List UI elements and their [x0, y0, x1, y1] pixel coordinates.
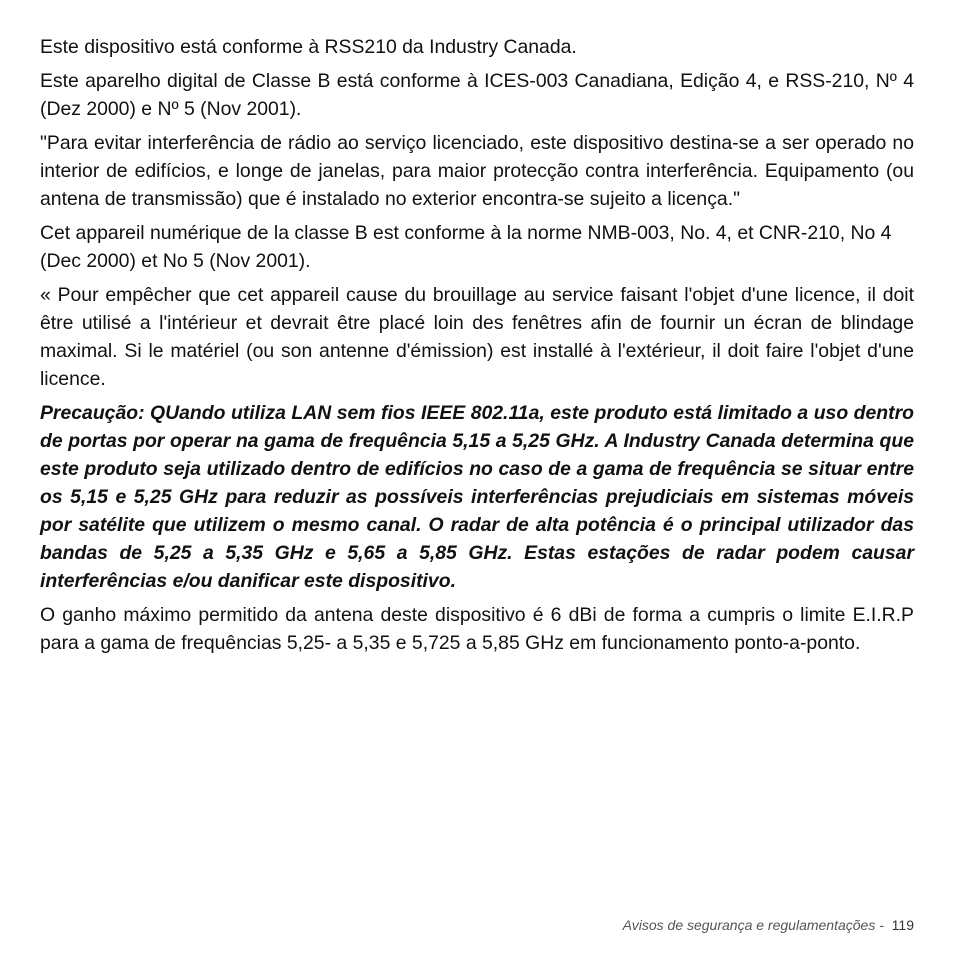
footer-section-title: Avisos de segurança e regulamentações - — [622, 917, 884, 933]
paragraph-interference-notice-pt: "Para evitar interferência de rádio ao serviço licenciado, este dispositivo destina-se a ser operado no interior de edifícios, e longe de janelas, para maior protecção contra interferência. Equipamento (ou antena de transmissão) que é instalado no exterior encontra-se sujeito a licença." — [40, 132, 914, 210]
paragraph-nmb003-compliance-fr: Cet appareil numérique de la classe B est conforme à la norme NMB-003, No. 4, et CNR-210, No 4 (Dec 2000) et No 5 (Nov 2001). — [40, 222, 892, 272]
paragraph-caution-wireless-lan: Precaução: QUando utiliza LAN sem fios IEEE 802.11a, este produto está limitado a uso dentro de portas por operar na gama de frequência 5,15 a 5,25 GHz. A Industry Canada determina que este produto seja utilizado dentro de edifícios no caso de a gama de frequência se situar entre os 5,15 e 5,25 GHz para reduzir as possíveis interferências prejudiciais em sistemas móveis por satélite que utilizem o mesmo canal. O radar de alta potência é o principal utilizador das bandas de 5,25 a 5,35 GHz e 5,65 a 5,85 GHz. Estas estações de radar podem causar interferências e/ou danificar este dispositivo. — [40, 402, 914, 592]
paragraph-ices003-compliance: Este aparelho digital de Classe B está conforme à ICES-003 Canadiana, Edição 4, e RSS-210, Nº 4 (Dez 2000) e Nº 5 (Nov 2001). — [40, 70, 914, 120]
document-body — [40, 33, 914, 663]
page-number: 119 — [891, 917, 914, 933]
paragraph-interference-notice-fr: « Pour empêcher que cet appareil cause du brouillage au service faisant l'objet d'une licence, il doit être utilisé a l'intérieur et devrait être placé loin des fenêtres afin de fournir un écran de blindage maximal. Si le matériel (ou son antenne d'émission) est installé à l'extérieur, il doit faire l'objet d'une licence. — [40, 284, 914, 390]
paragraph-rss210-compliance: Este dispositivo está conforme à RSS210 da Industry Canada. — [40, 36, 577, 58]
page-footer — [623, 917, 914, 933]
paragraph-antenna-gain: O ganho máximo permitido da antena deste dispositivo é 6 dBi de forma a cumpris o limite E.I.R.P para a gama de frequências 5,25- a 5,35 e 5,725 a 5,85 GHz em funcionamento ponto-a-ponto. — [40, 604, 914, 654]
